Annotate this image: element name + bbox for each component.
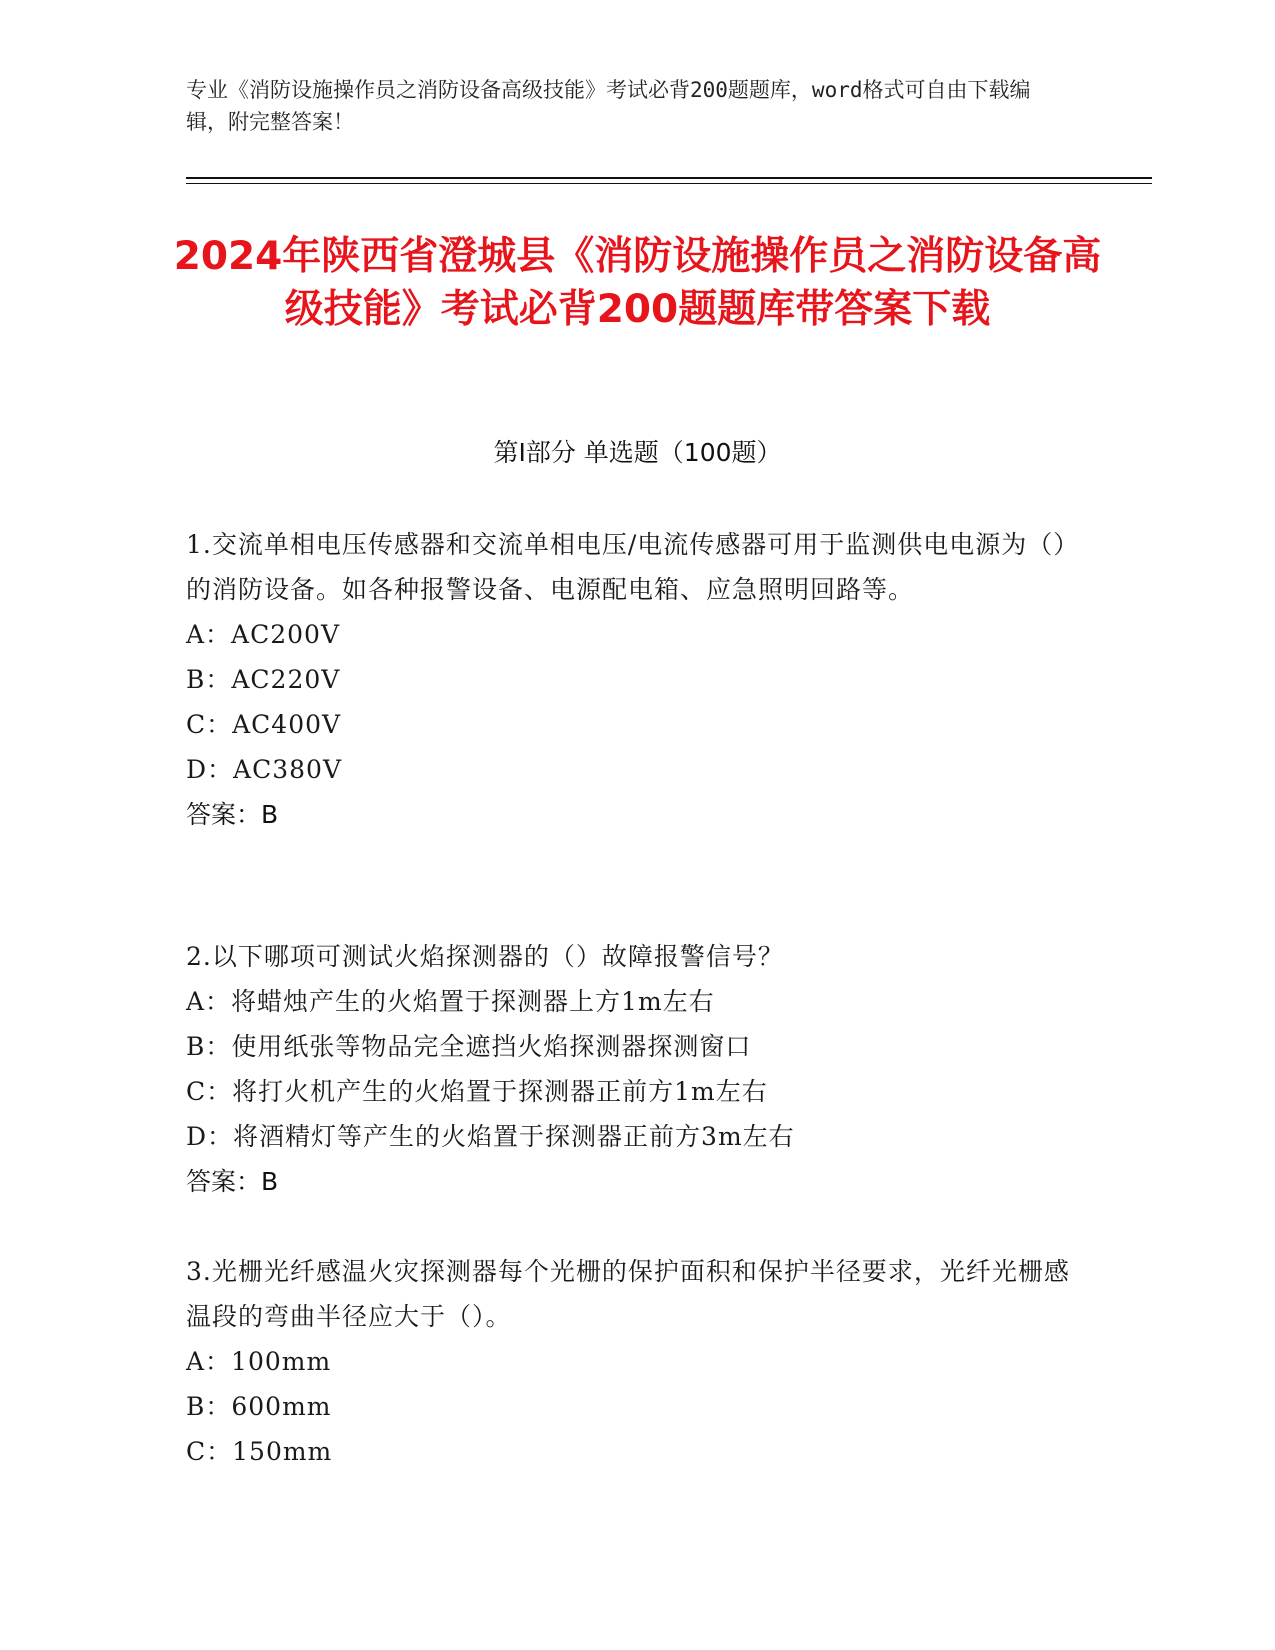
answer: 答案：B xyxy=(186,800,279,829)
option-c: C：150mm xyxy=(186,1437,333,1466)
option-a: A：100mm xyxy=(186,1347,332,1376)
option-a: A：将蜡烛产生的火焰置于探测器上方1m左右 xyxy=(186,987,715,1016)
option-b: B：600mm xyxy=(186,1392,332,1421)
option-c: C：AC400V xyxy=(186,710,342,739)
question-stem: 3.光栅光纤感温火灾探测器每个光栅的保护面积和保护半径要求，光纤光栅感温段的弯曲半径应大于（）。 xyxy=(186,1257,1070,1331)
question-stem: 2.以下哪项可测试火焰探测器的（）故障报警信号？ xyxy=(186,942,784,971)
question-stem: 1.交流单相电压传感器和交流单相电压/电流传感器可用于监测供电电源为（）的消防设备。如各种报警设备、电源配电箱、应急照明回路等。 xyxy=(186,530,1080,604)
answer: 答案：B xyxy=(186,1167,279,1196)
option-b: B：使用纸张等物品完全遮挡火焰探测器探测窗口 xyxy=(186,1032,752,1061)
document-title: 2024年陕西省澄城县《消防设施操作员之消防设备高级技能》考试必背200题题库带答案下载 xyxy=(173,234,1102,332)
header-divider-thin xyxy=(186,183,1152,184)
question-2 xyxy=(186,934,1086,1204)
option-d: D：将酒精灯等产生的火焰置于探测器正前方3m左右 xyxy=(186,1122,795,1151)
header-note: 专业《消防设施操作员之消防设备高级技能》考试必背200题题库，word格式可自由下载编辑，附完整答案！ xyxy=(186,78,1031,134)
option-c: C：将打火机产生的火焰置于探测器正前方1m左右 xyxy=(186,1077,768,1106)
option-a: A：AC200V xyxy=(186,620,341,649)
header-divider-thick xyxy=(186,177,1152,179)
question-3 xyxy=(186,1249,1086,1474)
option-b: B：AC220V xyxy=(186,665,341,694)
question-1 xyxy=(186,522,1086,837)
section-title: 第Ⅰ部分 单选题（100题） xyxy=(493,438,782,467)
option-d: D：AC380V xyxy=(186,755,342,784)
